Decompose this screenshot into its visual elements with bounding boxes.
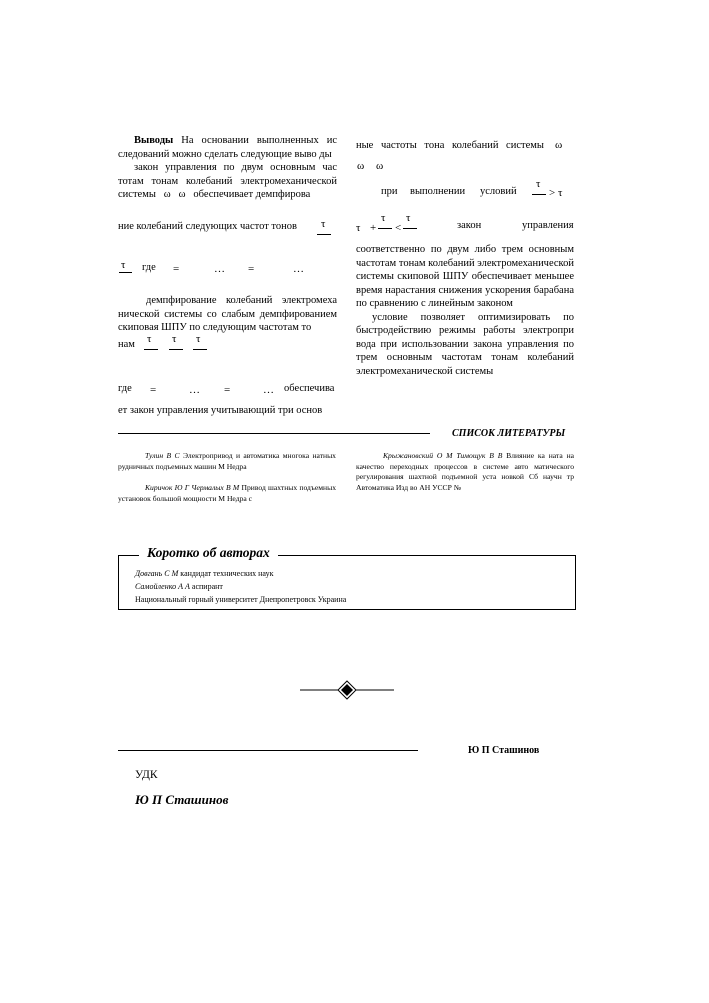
references-heading: СПИСОК ЛИТЕРАТУРЫ xyxy=(452,428,566,439)
tau-symbol: τ xyxy=(196,333,201,345)
item2-nam: нам xyxy=(118,339,135,350)
omega-symbol: ω xyxy=(163,189,171,200)
equals-sign: = xyxy=(248,263,255,275)
ineq-upr: управления xyxy=(522,220,574,231)
ref2-author: Киричок Ю Г Чермалых В М xyxy=(145,483,240,492)
fraction-bar xyxy=(403,228,417,229)
authors-box-title: Коротко об авторах xyxy=(139,545,278,561)
fraction-bar xyxy=(119,272,132,273)
reference-2 xyxy=(118,483,336,504)
ellipsis: … xyxy=(214,263,225,275)
equals-sign: = xyxy=(150,384,157,396)
right-line1: ные частоты тона колебаний системы xyxy=(356,140,544,151)
affiliation: Национальный горный университет Днепропетровск Украина xyxy=(135,595,347,604)
plus-sign: + xyxy=(370,222,377,234)
ref2-text: Привод шахтных подъемных установок большой мощности М Недра с xyxy=(118,483,336,503)
item2-paragraph: демпфирование колебаний электромеха нической системы со слабым демпфированием скиповая ШПУ по следующим частотам то xyxy=(118,295,337,333)
less-than-sign: < xyxy=(395,222,402,234)
fraction-bar xyxy=(193,349,207,350)
fraction-bar xyxy=(317,234,331,235)
author-2 xyxy=(135,582,223,591)
item2-block xyxy=(118,294,337,335)
right-para2: условие позволяет оптимизировать по быстродействию режимы работы электропри вода при использовании закона управления по трем основным частотам тонам колебаний электромеханической системы xyxy=(356,311,574,377)
tau-symbol: τ xyxy=(121,259,126,271)
right-para1: соответственно по двум либо трем основным частотам тонам колебаний электромеханической системы скиповой ШПУ обеспечивает меньшее время нарастания снижения ускорения барабана по сравнению с линейным законом xyxy=(356,244,574,309)
author2-role: аспирант xyxy=(189,582,223,591)
tau-symbol: τ xyxy=(536,178,541,190)
cond-pri: при xyxy=(381,186,398,197)
fraction-bar xyxy=(532,194,546,195)
omega-symbol: ω xyxy=(555,139,563,151)
udk-label: УДК xyxy=(135,769,158,781)
omega-symbol: ω xyxy=(178,189,186,200)
references-divider xyxy=(118,433,430,434)
equals-sign: = xyxy=(224,384,231,396)
reference-1 xyxy=(118,451,336,472)
author2-name: Самойленко А А xyxy=(135,582,190,591)
next-article-divider xyxy=(118,750,418,751)
author1-name: Довгань С М xyxy=(135,569,179,578)
fraction-bar xyxy=(378,228,392,229)
ellipsis: … xyxy=(293,263,304,275)
cond-vyp: выполнении xyxy=(410,186,466,197)
omega-symbol: ω xyxy=(357,160,365,172)
ellipsis: … xyxy=(189,384,200,396)
author1-role: кандидат технических наук xyxy=(178,569,274,578)
where-label: где xyxy=(142,262,156,273)
item1-paragraph xyxy=(118,161,337,202)
fraction-bar xyxy=(169,349,183,350)
tau-symbol: τ xyxy=(172,333,177,345)
tau-symbol: τ xyxy=(406,212,411,224)
header-author: Ю П Сташинов xyxy=(468,745,540,756)
tau-symbol: τ xyxy=(356,222,361,234)
ref3-text: Влияние ка ната на качество переходных процессов в системе авто матического регулирования шахтной подъемной уста новкой Сб научн тр Автоматика Изд во АН УССР № xyxy=(356,451,575,492)
tau-symbol: τ xyxy=(321,218,326,230)
item1-text-end: обеспечивает демпфирова xyxy=(193,189,311,200)
diamond-separator-icon xyxy=(300,680,394,700)
omega-symbol: ω xyxy=(376,160,384,172)
fraction-bar xyxy=(144,349,158,350)
tau-symbol: τ xyxy=(147,333,152,345)
equals-sign: = xyxy=(173,263,180,275)
item1-line2: ние колебаний следующих частот тонов xyxy=(118,221,297,232)
item1-text: закон управления по двум основным час тотам тонам колебаний электромеханической системы xyxy=(118,162,337,200)
ineq-zakon: закон xyxy=(457,220,482,231)
right-paragraph-1 xyxy=(356,243,574,378)
article-author: Ю П Сташинов xyxy=(135,792,229,807)
ref1-text: Электропривод и автоматика многока натных рудничных подъемных машин М Недра xyxy=(118,451,336,471)
where2-text: обеспечива xyxy=(284,383,335,394)
where2-label: где xyxy=(118,383,132,394)
cond-usl: условий xyxy=(480,186,517,197)
reference-3 xyxy=(356,451,574,493)
last-line: ет закон управления учитывающий три основ xyxy=(118,405,323,416)
ref3-author: Крыжановский О М Тимощук В В xyxy=(383,451,503,460)
left-column xyxy=(118,134,337,202)
ref1-author: Тулин В С xyxy=(145,451,180,460)
conclusions-paragraph xyxy=(118,134,337,161)
conclusions-text: На основании выполненных ис следований можно сделать следующие выво ды xyxy=(118,135,337,160)
greater-than-tau: > τ xyxy=(549,187,563,199)
author-1 xyxy=(135,569,273,578)
ellipsis: … xyxy=(263,384,274,396)
tau-symbol: τ xyxy=(381,212,386,224)
conclusions-heading: Выводы xyxy=(134,135,174,146)
